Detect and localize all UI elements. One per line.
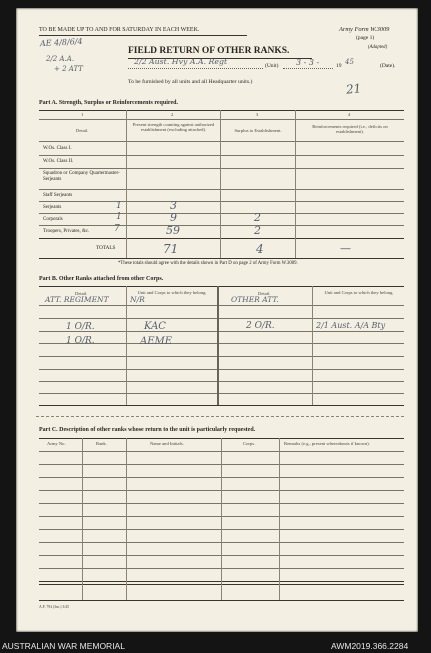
part-a-row-rule (39, 213, 404, 214)
part-b-title: Part B. Other Ranks attached from other Corps. (39, 276, 164, 282)
corporals-strength: 9 (170, 211, 177, 224)
part-b-col-divider (312, 286, 313, 405)
part-a-col-divider (295, 110, 296, 258)
part-c-header-corps: Corps. (243, 441, 256, 446)
serjeants-strength: 3 (170, 199, 177, 212)
margin-mark: 7 (114, 224, 120, 234)
handwritten-number: 21 (345, 81, 362, 97)
handwritten-year: 45 (345, 58, 354, 66)
part-c-col-divider (221, 438, 222, 600)
header-strength: Present strength counting against authorized establishment (excluding attached). (132, 122, 215, 133)
row-label-staff-serjeants: Staff Serjeants (43, 193, 73, 198)
header-detail: Detail. (76, 128, 89, 133)
header-surplus: Surplus to Establishment. (234, 128, 282, 133)
row-label-corporals: Corporals (43, 217, 63, 222)
total-reinforcements: — (340, 242, 351, 255)
part-c-col-divider (279, 438, 280, 600)
part-b-row-rule (39, 356, 404, 357)
form-number: Army Form W.3009 (339, 26, 390, 33)
part-a-top-rule (39, 110, 404, 111)
part-b-header-unit: Unit and Corps to which they belong. (137, 290, 207, 295)
total-surplus: 4 (256, 242, 264, 256)
part-c-title: Part C. Description of other ranks whose return to the unit is particularly requested. (39, 427, 256, 433)
troopers-surplus: 2 (254, 224, 261, 237)
form-subtitle: To be furnished by all units and all Headquarter units.) (128, 79, 253, 85)
hw-other-att: OTHER ATT. (231, 295, 279, 304)
handwritten-scrawl-1: AE 4/8/6/4 (39, 36, 83, 49)
entry-unit-2: AEME (140, 336, 173, 347)
adapted-label: (Adapted) (368, 45, 388, 50)
entry-unit-right: 2/1 Aust. A/A Bty (316, 321, 386, 330)
credit-accession: AWM2019.366.2284 (331, 641, 409, 651)
part-b-header-unit-2: Unit and Corps to which they belong. (324, 290, 394, 295)
date-line (283, 68, 333, 69)
part-c-header-name: Name and Initials. (150, 441, 184, 446)
col-number-4: 4 (348, 112, 351, 117)
form-print-code: A.F. 794 (3m.) 3/45 (39, 605, 70, 609)
handwritten-scrawl-3: + 2 ATT (54, 65, 83, 73)
form-title: FIELD RETURN OF OTHER RANKS. (128, 46, 290, 56)
row-label-troopers: Troopers, Privates, &c. (43, 229, 90, 234)
part-a-bottom-rule (39, 258, 404, 259)
unit-line (128, 68, 263, 69)
troopers-strength: 59 (166, 224, 180, 237)
row-label-wo2: W.Os. Class II. (43, 159, 74, 164)
entry-detail-2: 1 O/R. (66, 336, 95, 346)
part-a-col-divider (126, 110, 127, 258)
margin-mark: 1 (116, 201, 122, 211)
part-c-header-remarks: Remarks (e.g., present whereabouts if known). (284, 441, 370, 446)
entry-unit-1: KAC (144, 321, 166, 332)
part-b-top-rule (39, 286, 404, 287)
part-b-header-detail-2: Detail. (258, 291, 271, 296)
part-b-header-rule (39, 305, 404, 306)
header-reinforcements: Reinforcements required (i.e., deficits on establishment). (312, 124, 388, 135)
entry-detail-1: 1 O/R. (66, 322, 95, 332)
page-number: (page 1) (356, 35, 375, 41)
tear-line (36, 416, 404, 417)
part-c-header-army-no: Army No. (47, 441, 66, 446)
part-c-header-rank: Rank. (96, 441, 107, 446)
col-number-3: 3 (256, 112, 259, 117)
part-b-row-rule (39, 381, 404, 382)
margin-mark: 1 (116, 212, 122, 222)
instruction-underline (39, 35, 247, 36)
part-b-header-detail: Detail. (75, 291, 88, 296)
part-b-row-rule (39, 318, 404, 319)
total-strength: 71 (163, 242, 179, 256)
part-a-row-rule (39, 168, 404, 169)
part-a-col-divider (220, 110, 221, 258)
part-b-bottom-rule (39, 405, 404, 406)
date-label: (Date). (380, 63, 396, 69)
part-b-row-rule (39, 393, 404, 394)
part-b-col-divider (126, 286, 127, 405)
totals-note: *These totals should agree with the details shown in Part D on page 2 of Army Form W.3009. (118, 261, 298, 266)
part-a-row-rule (39, 225, 404, 226)
row-label-serjeants: Serjeants (43, 205, 62, 210)
part-a-totals-rule (39, 238, 404, 239)
part-b-row-rule (39, 369, 404, 370)
credit-institution: AUSTRALIAN WAR MEMORIAL (2, 641, 125, 651)
col-number-2: 2 (171, 112, 174, 117)
hw-att-regiment: ATT. REGIMENT (45, 295, 109, 304)
col-number-1: 1 (81, 112, 84, 117)
part-a-header-rule (39, 141, 404, 142)
part-b-col-divider (217, 286, 219, 405)
handwritten-unit: 2/2 Aust. Hvy A.A. Regt (134, 57, 228, 66)
part-c-bottom-rule (39, 600, 404, 601)
year-prefix: 19 (336, 63, 342, 69)
part-c-col-divider (126, 438, 127, 600)
entry-detail-right: 2 O/R. (246, 321, 275, 331)
part-a-row-rule (39, 189, 404, 190)
part-a-title: Part A. Strength, Surplus or Reinforcements required. (39, 100, 178, 106)
handwritten-date: 3 - 3 - (296, 58, 320, 67)
corporals-surplus: 2 (254, 211, 261, 224)
row-label-totals: TOTALS (96, 245, 116, 251)
hw-nr: N/R (130, 295, 145, 304)
instruction-text: TO BE MADE UP TO AND FOR SATURDAY IN EACH WEEK. (39, 27, 200, 33)
part-a-row-rule (39, 201, 404, 202)
row-label-wo1: W.Os. Class I. (43, 146, 72, 151)
unit-label: (Unit) (265, 63, 279, 69)
part-a-number-rule (39, 119, 404, 120)
part-a-row-rule (39, 155, 404, 156)
row-label-cqms: Squadron or Company Quartermaster-Serjeants (43, 171, 120, 183)
credit-bar (0, 636, 431, 653)
part-c-col-divider (82, 438, 83, 600)
handwritten-scrawl-2: 2/2 A.A. (46, 55, 75, 63)
